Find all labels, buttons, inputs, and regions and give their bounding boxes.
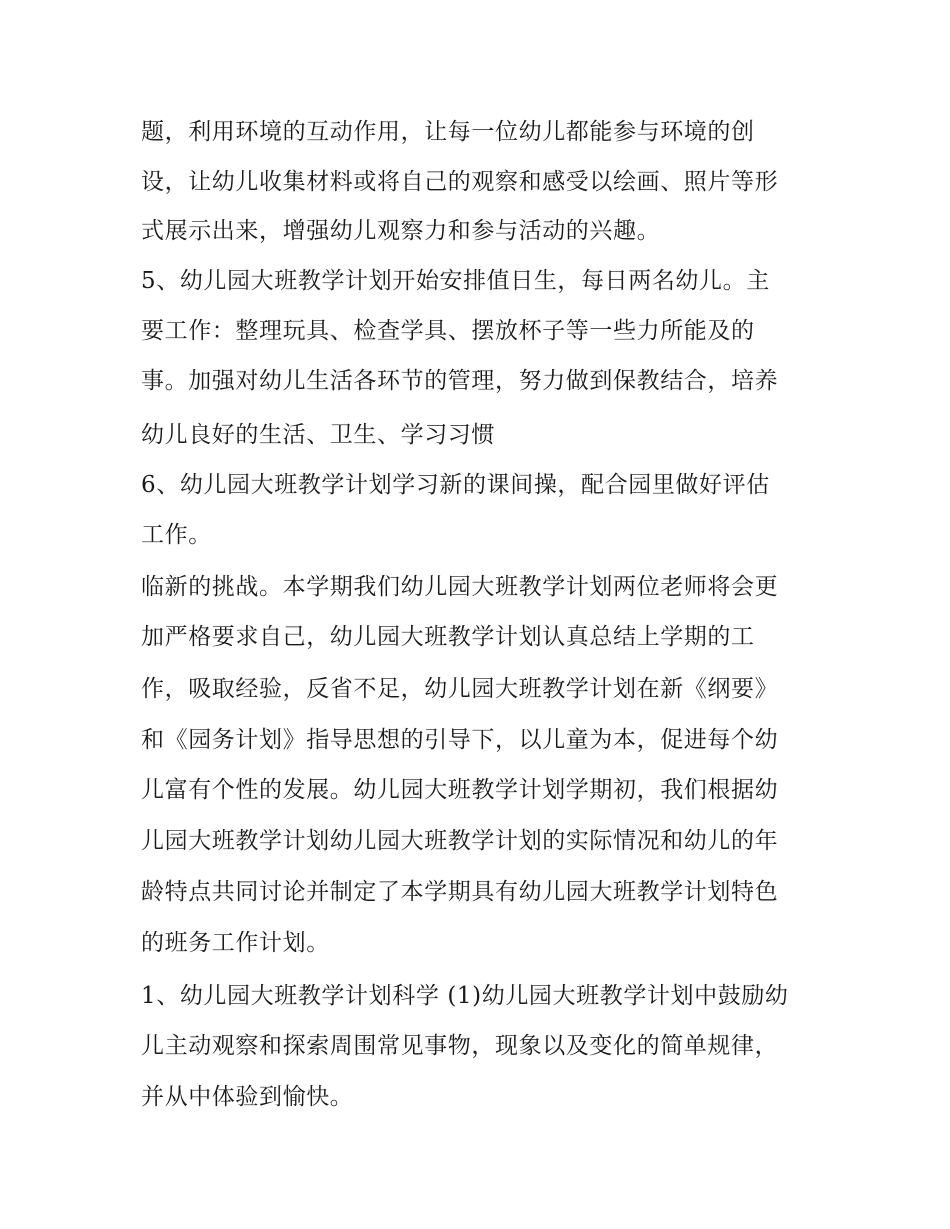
text-line: 临新的挑战。本学期我们幼儿园大班教学计划两位老师将会更 bbox=[141, 574, 779, 600]
text-line: 6、幼儿园大班教学计划学习新的课间操，配合园里做好评估 bbox=[141, 472, 770, 498]
text-line: 幼儿良好的生活、卫生、学习习惯 bbox=[141, 422, 495, 448]
text-line: 龄特点共同讨论并制定了本学期具有幼儿园大班教学计划特色 bbox=[141, 879, 779, 905]
text-line: 作，吸取经验，反省不足，幼儿园大班教学计划在新《纲要》 bbox=[141, 676, 779, 702]
text-line: 题，利用环境的互动作用，让每一位幼儿都能参与环境的创 bbox=[141, 119, 755, 145]
text-line: 儿主动观察和探索周围常见事物，现象以及变化的简单规律， bbox=[141, 1033, 779, 1059]
text-line: 工作。 bbox=[141, 522, 212, 548]
text-line: 式展示出来，增强幼儿观察力和参与活动的兴趣。 bbox=[141, 218, 661, 244]
text-line: 儿富有个性的发展。幼儿园大班教学计划学期初，我们根据幼 bbox=[141, 777, 779, 803]
text-line: 儿园大班教学计划幼儿园大班教学计划的实际情况和幼儿的年 bbox=[141, 828, 779, 854]
text-line: 加严格要求自己，幼儿园大班教学计划认真总结上学期的工 bbox=[141, 624, 755, 650]
text-line: 1、幼儿园大班教学计划科学 (1)幼儿园大班教学计划中鼓励幼 bbox=[141, 983, 789, 1009]
text-line: 5、幼儿园大班教学计划开始安排值日生，每日两名幼儿。主 bbox=[141, 268, 770, 294]
text-line: 的班务工作计划。 bbox=[141, 930, 330, 956]
text-line: 和《园务计划》指导思想的引导下，以儿童为本，促进每个幼 bbox=[141, 727, 779, 753]
text-line: 要工作：整理玩具、检查学具、摆放杯子等一些力所能及的 bbox=[141, 318, 755, 344]
text-line: 事。加强对幼儿生活各环节的管理，努力做到保教结合，培养 bbox=[141, 368, 779, 394]
text-line: 设，让幼儿收集材料或将自己的观察和感受以绘画、照片等形 bbox=[141, 169, 779, 195]
text-line: 并从中体验到愉快。 bbox=[141, 1084, 354, 1110]
